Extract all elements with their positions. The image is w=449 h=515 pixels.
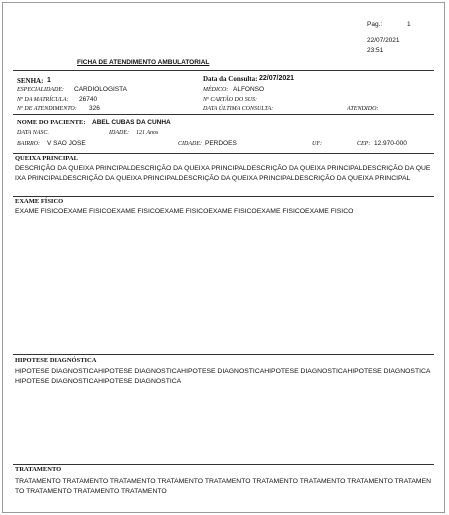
medico-value: ALFONSO	[233, 86, 265, 93]
consulta-label: Data da Consulta:	[203, 75, 258, 83]
senha-value: 1	[47, 77, 51, 84]
divider	[13, 196, 434, 197]
cartao-label: Nº CARTÃO DO SUS:	[203, 97, 258, 103]
form-title: FICHA DE ATENDIMENTO AMBULATORIAL	[77, 59, 210, 66]
divider	[13, 153, 434, 154]
nome-value: ABEL CUBAS DA CUNHA	[92, 119, 171, 126]
idade-value: 121 Anos	[136, 130, 159, 136]
atendimento-label: Nº DE ATENDIMENTO:	[17, 106, 77, 112]
divider	[13, 70, 434, 71]
report-time: 23:51	[367, 47, 384, 54]
queixa-title: QUEIXA PRINCIPAL	[15, 155, 78, 162]
bairro-value: V SAO JOSE	[47, 140, 86, 147]
cidade-value: PERDOES	[205, 140, 237, 147]
matricula-value: 26740	[79, 96, 98, 103]
exame-text: EXAME FISICOEXAME FISICOEXAME FISICOEXAME FISICOEXAME FISICOEXAME FISICOEXAME FISICO	[15, 208, 354, 215]
idade-label: IDADE:	[109, 130, 129, 136]
report-page	[2, 2, 445, 513]
hipotese-title: HIPOTESE DIAGNÓSTICA	[15, 357, 97, 364]
atendido-label: ATENDIDO:	[347, 106, 379, 112]
nome-label: NOME DO PACIENTE:	[17, 119, 86, 126]
tratamento-text: TRATAMENTO TRATAMENTO TRATAMENTO TRATAMENTO TRATAMENTO TRATAMENTO TRATAMENTO TRATAMENTO TRATAMENTO TRATAMENTO TRATAMENTO TRATAMENTO	[15, 478, 432, 495]
exame-title: EXAME FÍSICO	[15, 198, 64, 205]
cep-value: 12.970-000	[374, 140, 407, 147]
ultima-consulta-label: DATA ÚLTIMA CONSULTA:	[203, 106, 274, 112]
atendimento-value: 326	[89, 105, 100, 112]
medico-label: MÉDICO:	[203, 87, 229, 93]
cep-label: CEP:	[357, 141, 371, 147]
queixa-text: DESCRIÇÃO DA QUEIXA PRINCIPALDESCRIÇÃO DA QUEIXA PRINCIPALDESCRIÇÃO DA QUEIXA PRINCIPALDESCRIÇÃO DA QUEIXA PRINCIPALDESCRIÇÃO DA QUEIXA PRINCIPALDESCRIÇÃO DA QUEIXA PRINCIPALDESCRIÇÃO DA QUEIXA PRINCIPAL	[15, 165, 431, 182]
report-date: 22/07/2021	[367, 37, 400, 44]
especialidade-label: ESPECIALIDADE:	[17, 87, 64, 93]
senha-label: SENHA:	[17, 77, 44, 85]
consulta-value: 22/07/2021	[259, 75, 295, 82]
page-number: 1	[407, 21, 411, 28]
nasc-label: DATA NASC.	[17, 130, 49, 136]
matricula-label: Nº DA MATRÍCULA:	[17, 97, 69, 103]
divider	[13, 354, 434, 355]
uf-label: UF:	[312, 141, 322, 147]
divider	[13, 464, 434, 465]
bairro-label: BAIRRO:	[17, 141, 40, 147]
tratamento-title: TRATAMENTO	[15, 466, 62, 473]
page-label: Pag.:	[367, 21, 383, 28]
cidade-label: CIDADE:	[178, 141, 202, 147]
divider	[13, 114, 434, 115]
hipotese-text: HIPOTESE DIAGNOSTICAHIPOTESE DIAGNOSTICAHIPOTESE DIAGNOSTICAHIPOTESE DIAGNOSTICAHIPOTESE DIAGNOSTICAHIPOTESE DIAGNOSTICAHIPOTESE DIAGNOSTICA	[15, 368, 431, 385]
especialidade-value: CARDIOLOGISTA	[74, 86, 127, 93]
